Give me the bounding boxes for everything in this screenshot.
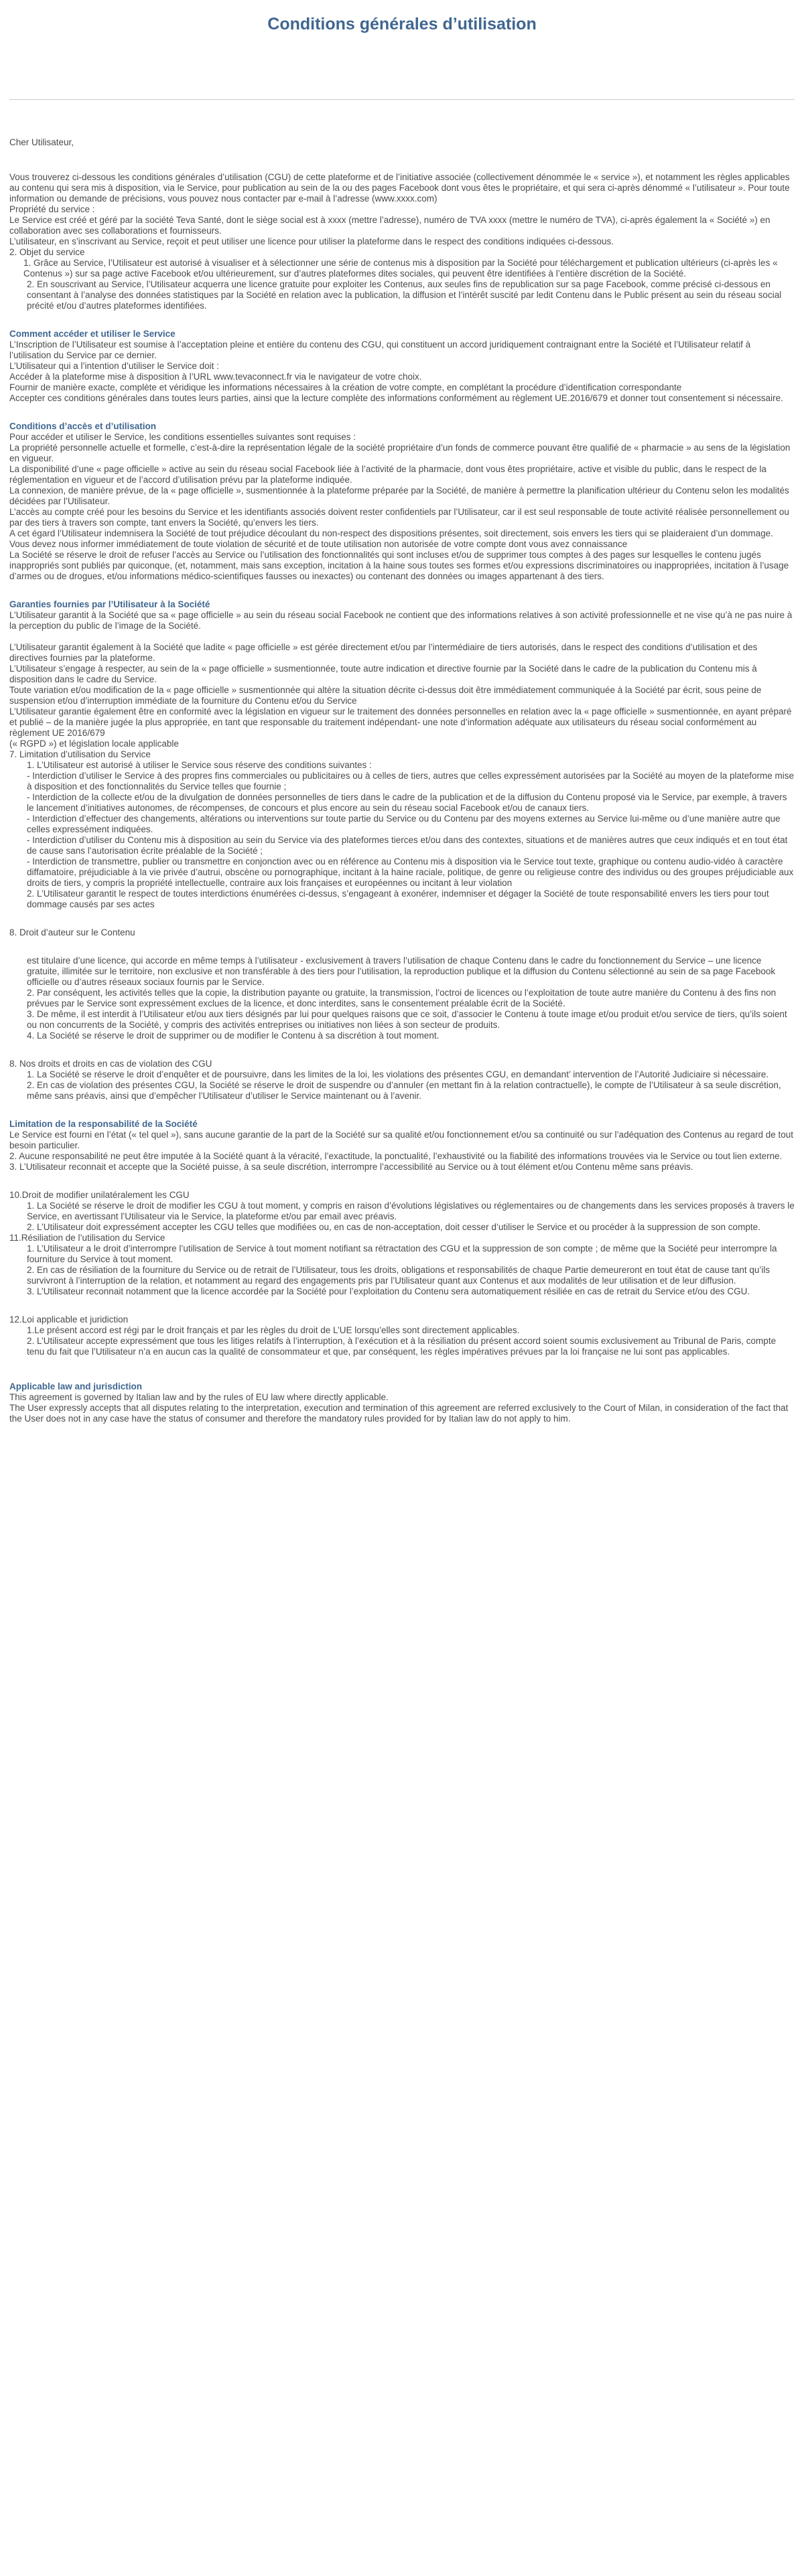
terms-body [9,100,795,1424]
droits-violation-item: 2. En cas de violation des présentes CGU, la Société se réserve le droit de suspendre ou d’annuler (en mettant fin à la relation contractuelle), le compte de l’Utilisateur à sa seule discrétion, même sans préavis, ainsi que d’empêcher l’Utilisateur d’utiliser le Service maintenant ou à l’avenir. [27,1080,781,1101]
loi-item: 2. L’Utilisateur accepte expressément que tous les litiges relatifs à l’interruption, à l’exécution et à la résiliation du présent accord soient soumis exclusivement au Tribunal de Paris, compte tenu du fait que l’Utilisateur n’a en aucun cas la qualité de consommateur et que, par conséquent, les règles impératives prévues par la loi française ne lui sont pas applicables. [27,1336,777,1357]
garanties-line: Toute variation et/ou modification de la « page officielle » susmentionnée qui altère la situation décrite ci-dessus doit être immédiatement communiquée à la Société par écrit, sous peine de suspension et/ou d’interruption immédiate de la fourniture du Contenu et/ou du Service [9,685,762,706]
limitation-item: - Interdiction de transmettre, publier ou transmettre en conjonction avec ou en référence au Contenu mis à disposition via le Service tout texte, graphique ou contenu audio-vidéo à caractère diffamatoire, préjudiciable à la vie privée d’autrui, obscène ou pornographique, incitant à la haine raciale, politique, de genre ou religieuse contre des individus ou des groupes préjudiciable aux droits de tiers, y compris la propriété intellectuelle, contraire aux lois françaises et européennes ou incitant à leur violation [27,856,794,888]
objet-item: 2. En souscrivant au Service, l’Utilisateur acquerra une licence gratuite pour exploiter les Contenus, aux seules fins de republication sur sa page Facebook, comme précisé ci-dessous en consentant à l’analyse des données statistiques par la Société en relation avec la publication, la diffusion et l’intérêt suscité par ledit Contenu dans le Public présent au sein du réseau social précité et/ou d’autres plateformes identifiées. [27,279,782,311]
conditions-line: La disponibilité d’une « page officielle » active au sein du réseau social Facebook liée à l’activité de la pharmacie, dont vous êtes propriétaire, active et visible du public, dans le respect de la réglementation en vigueur et de l’accord d’utilisation prévu par la plateforme indiquée. [9,464,766,485]
limitation-item: - Interdiction d’utiliser du Contenu mis à disposition au sein du Service via des plateformes tierces et/ou dans des contextes, situations et de manières autres que ceux indiqués et en tout état de cause sans l’autorisation écrite préalable de la Société ; [27,835,788,856]
garanties-line: L’Utilisateur garantit également à la Société que ladite « page officielle » est gérée directement et/ou par l’intermédiaire de tiers autorisés, dans le respect des conditions d’utilisation et des directives fournies par la plateforme. [9,642,758,663]
intro-section [9,172,795,311]
loi-item: 1.Le présent accord est régi par le droit français et par les règles du droit de L’UE lorsqu’elles sont directement applicables. [27,1325,520,1335]
droit-auteur-item: 2. Par conséquent, les activités telles que la copie, la distribution payante ou gratuite, la transmission, l’octroi de licences ou l’exploitation de toute autre manière du Contenu à des fins non prévues par le Service sont expressément exclues de la licence, et donc interdites, sans le consentement préalable écrit de la Société. [27,988,777,1008]
limitation-item: - Interdiction de la collecte et/ou de la divulgation de données personnelles de tiers dans le cadre de la publication et de la diffusion du Contenu proposé via le Service, par exemple, à travers le lancement d’initiatives autonomes, de récompenses, de concours et plus encore au sein du réseau social Facebook et/ou de canaux tiers. [27,792,787,813]
modifier-section [9,1190,795,1233]
acceder-line: Accepter ces conditions générales dans toutes leurs parties, ainsi que la lecture complète des informations conformément au règlement UE.2016/679 et donner tout consentement si nécessaire. [9,393,783,403]
droit-auteur-section [9,927,795,1041]
section-heading-loi: 12.Loi applicable et juridiction [9,1314,129,1324]
responsabilite-line: 2. Aucune responsabilité ne peut être imputée à la Société quant à la véracité, l’exactitude, la ponctualité, l’exhaustivité ou la fiabilité des informations trouvées via le Service ou tout lien externe. [9,1151,783,1161]
section-heading-acceder: Comment accéder et utiliser le Service [9,329,176,339]
responsabilite-line: 3. L’Utilisateur reconnait et accepte que la Société puisse, à sa seule discrétion, interrompre l’accessibilité au Service ou à tout élément et/ou Contenu même sans préavis. [9,1162,693,1172]
section-heading-droits-violation: 8. Nos droits et droits en cas de violation des CGU [9,1059,212,1069]
resiliation-section [9,1233,795,1297]
resiliation-item: 3. L’Utilisateur reconnait notamment que la licence accordée par la Société pour l’exploitation du Contenu sera automatiquement résiliée en cas de retrait du Service et/ou des CGU. [27,1286,750,1296]
intro-property-label: Propriété du service : [9,204,95,214]
limitation-item: 2. L’Utilisateur garantit le respect de toutes interdictions énumérées ci-dessus, s’engageant à exonérer, indemniser et dégager la Société de toute responsabilité envers les tiers pour tout dommage causés par ses actes [27,889,769,909]
section-heading-garanties: Garanties fournies par l’Utilisateur à la Société [9,599,210,609]
section-heading-applicable-law: Applicable law and jurisdiction [9,1381,143,1391]
conditions-line: A cet égard l’Utilisateur indemnisera la Société de tout préjudice découlant du non-respect des dispositions présentes, soit directement, sois envers les tiers qui se plaideraient d’un dommage. [9,528,773,538]
applicable-law-line: The User expressly accepts that all disputes relating to the interpretation, execution and termination of this agreement are referred exclusively to the Court of Milan, in consideration of the fact that the User does not in any case have the status of consumer and therefore the mandatory rules provided for by Italian law do not apply to him. [9,1403,789,1424]
limitation-item: - Interdiction d’utiliser le Service à des propres fins commerciales ou publicitaires ou à celles de tiers, autres que celles expressément autorisées par la Société au moyen de la plateforme mise à disposition et des fonctionnalités du Service telles que fournie ; [27,771,795,791]
droits-violation-item: 1. La Société se réserve le droit d’enquêter et de poursuivre, dans les limites de la loi, les violations des présentes CGU, en demandant’ intervention de l’Autorité Judiciaire si nécessaire. [27,1069,769,1079]
intro-paragraph: L’utilisateur, en s’inscrivant au Service, reçoit et peut utiliser une licence pour utiliser la plateforme dans le respect des conditions indiquées ci-dessous. [9,236,614,246]
acceder-section [9,329,795,404]
resiliation-item: 1. L’Utilisateur a le droit d’interrompre l’utilisation de Service à tout moment notifiant sa rétractation des CGU et la suppression de son compte ; de même que la Société peur interrompre la fourniture du Service à tout moment. [27,1243,777,1264]
intro-paragraph: Vous trouverez ci-dessous les conditions générales d’utilisation (CGU) de cette plateforme et de l’initiative associée (collectivement dénommée le « service »), et notamment les règles applicables au contenu qui sera mis à disposition, via le Service, pour publication au sein de la ou des pages Facebook dont vous êtes le propriétaire, et qui sera ci-après dénommé « l’utilisateur ». Pour toute information ou demande de précisions, vous pouvez nous contacter par e-mail à l’adresse (www.xxxx.com) [9,172,790,204]
garanties-line: L’Utilisateur garantit à la Société que sa « page officielle » au sein du réseau social Facebook ne contient que des informations relatives à son activité professionnelle et ne vise qu’à ne pas nuire à la perception du public de l’image de la Société. [9,610,793,631]
conditions-line: Vous devez nous informer immédiatement de toute violation de sécurité et de toute utilisation non autorisée de votre compte dont vous avez connaissance [9,539,628,549]
limitation-item: - Interdiction d’effectuer des changements, altérations ou interventions sur toute partie du Service ou du Contenu par des moyens externes au Service lui-même ou d’une manière autre que celles expressément indiquées. [27,814,781,834]
page-title: Conditions générales d’utilisation [267,15,537,33]
limitation-item: 1. L’Utilisateur est autorisé à utiliser le Service sous réserve des conditions suivantes : [27,760,372,770]
acceder-line: Accéder à la plateforme mise à disposition à l’URL www.tevaconnect.fr via le navigateur de votre choix. [9,372,422,382]
responsabilite-line: Le Service est fourni en l’état (« tel quel »), sans aucune garantie de la part de la Société sur sa qualité et/ou fonctionnement et/ou sa continuité ou sur l’adéquation des Contenus au regard de tout besoin particulier. [9,1130,794,1150]
section-heading-responsabilite: Limitation de la responsabilité de la Société [9,1119,198,1129]
acceder-line: L’Inscription de l’Utilisateur est soumise à l’acceptation pleine et entière du contenu des CGU, qui constituent un accord juridiquement contraignant entre la Société et l’Utilisateur relatif à l’utilisation du Service par ce dernier. [9,339,751,360]
greeting: Cher Utilisateur, [9,137,74,147]
loi-section [9,1314,795,1357]
conditions-line: La Société se réserve le droit de refuser l’accès au Service ou l’utilisation des fonctionnalités qui sont incluses et/ou de supprimer tous comptes à des pages sur lesquelles le contenu jugés inappropriés sont publiés par quiconque, (et, notamment, mais sans exception, incitation à la haine sous toutes ses formes et/ou expressions discriminatoires ou inappropriées, incitation à l’usage d’armes ou de drogues, et/ou informations médico-scientifiques fausses ou inexactes) ou contenant des données ou images appartenant à des tiers. [9,550,789,581]
applicable-law-section [9,1381,795,1424]
applicable-law-line: This agreement is governed by Italian law and by the rules of EU law where directly applicable. [9,1392,389,1402]
section-heading-objet: 2. Objet du service [9,247,85,257]
conditions-line: La propriété personnelle actuelle et formelle, c’est-à-dire la représentation légale de la société propriétaire d’un fonds de commerce pouvant être qualifié de « pharmacie » au sens de la législation en vigueur. [9,443,791,463]
section-heading-droit-auteur: 8. Droit d’auteur sur le Contenu [9,927,135,937]
conditions-line: La connexion, de manière prévue, de la « page officielle », susmentionnée à la plateforme préparée par la Société, de manière à permettre la planification ultérieur du Contenu selon les modalités décidées par l’Utilisateur. [9,485,789,506]
section-heading-resiliation: 11.Résiliation de l’utilisation du Service [9,1233,165,1243]
conditions-section [9,421,795,582]
acceder-line: Fournir de manière exacte, complète et véridique les informations nécessaires à la création de votre compte, en complétant la procédure d’identification correspondante [9,382,682,392]
garanties-line: L’Utilisateur garantie également être en conformité avec la législation en vigueur sur le traitement des données personnelles en relation avec la « page officielle » susmentionnée, en ayant préparé et publié – de la manière jugée la plus appropriée, en tant que responsable du traitement indépendant- une note d’information adéquate aux utilisateurs du réseau social conformément au règlement UE 2016/679 [9,706,792,738]
objet-item: 1. Grâce au Service, l’Utilisateur est autorisé à visualiser et à sélectionner une série de contenus mis à disposition par la Société pour téléchargement et publication ultérieurs (ci-après les « Contenus ») sur sa page active Facebook et/ou ultérieurement, sur d’autres plateformes dites sociales, qui peuvent être identifiées à l’entière discrétion de la Société. [23,258,778,279]
intro-paragraph: Le Service est créé et géré par la société Teva Santé, dont le siège social est à xxxx (mettre l’adresse), numéro de TVA xxxx (mettre le numéro de TVA), ci-après également la « Société ») en collaboration avec ses collaborations et fournisseurs. [9,215,770,236]
droit-auteur-item: est titulaire d’une licence, qui accorde en même temps à l’utilisateur - exclusivement à travers l’utilisation de chaque Contenu dans le cadre du fonctionnement du Service – une licence gratuite, illimitée sur le territoire, non exclusive et non transférable à des tiers pour l’utilisation, la reproduction publique et la diffusion du Contenu sélectionné au sein de sa page Facebook officielle ou d’autres réseaux sociaux fournis par le Service. [27,956,776,987]
droit-auteur-item: 3. De même, il est interdit à l’Utilisateur et/ou aux tiers désignés par lui pour quelques raisons que ce soit, d’associer le Contenu à toute image et/ou produit et/ou service de tiers, qu’ils soient ou non concurrents de la Société, y compris des activités entreprises ou initiatives non liées à son secteur de produits. [27,1009,787,1030]
garanties-line: L’Utilisateur s’engage à respecter, au sein de la « page officielle » susmentionnée, toute autre indication et directive fournie par la Société dans le cadre de la publication du Contenu mis à disposition dans le cadre du Service. [9,664,757,684]
resiliation-item: 2. En cas de résiliation de la fourniture du Service ou de retrait de l’Utilisateur, tous les droits, obligations et responsabilités de chaque Partie demeureront en tout état de cause tant qu’ils survivront à l’interruption de la relation, et notamment au regard des engagements pris par l’Utilisateur quant aux Contenus et aux modalités de leur utilisation et de leur diffusion. [27,1265,770,1286]
conditions-line: Pour accéder et utiliser le Service, les conditions essentielles suivantes sont requises : [9,432,356,442]
responsabilite-section [9,1119,795,1172]
garanties-section [9,599,795,910]
modifier-item: 1. La Société se réserve le droit de modifier les CGU à tout moment, y compris en raison d’évolutions législatives ou réglementaires ou de changements dans les services proposés à travers le Service, en avertissant l’Utilisateur via le Service, la plateforme et/ou par email avec préavis. [27,1201,795,1221]
section-heading-limitation: 7. Limitation d’utilisation du Service [9,749,151,759]
conditions-line: L’accès au compte créé pour les besoins du Service et les identifiants associés doivent rester confidentiels par l’Utilisateur, car il est seul responsable de toute activité réalisée personnellement ou par des tiers à travers son compte, tant envers la Société, qu’envers les tiers. [9,507,789,528]
section-heading-conditions: Conditions d’accès et d’utilisation [9,421,157,431]
modifier-item: 2. L’Utilisateur doit expressément accepter les CGU telles que modifiées ou, en cas de non-acceptation, doit cesser d’utiliser le Service et ou procéder à la suppression de son compte. [27,1222,760,1232]
acceder-line: L’Utilisateur qui a l’intention d’utiliser le Service doit : [9,361,219,371]
droits-violation-section [9,1059,795,1102]
garanties-line: (« RGPD ») et législation locale applicable [9,739,179,749]
section-heading-modifier: 10.Droit de modifier unilatéralement les CGU [9,1190,190,1200]
droit-auteur-item: 4. La Société se réserve le droit de supprimer ou de modifier le Contenu à sa discrétion à tout moment. [27,1031,440,1041]
